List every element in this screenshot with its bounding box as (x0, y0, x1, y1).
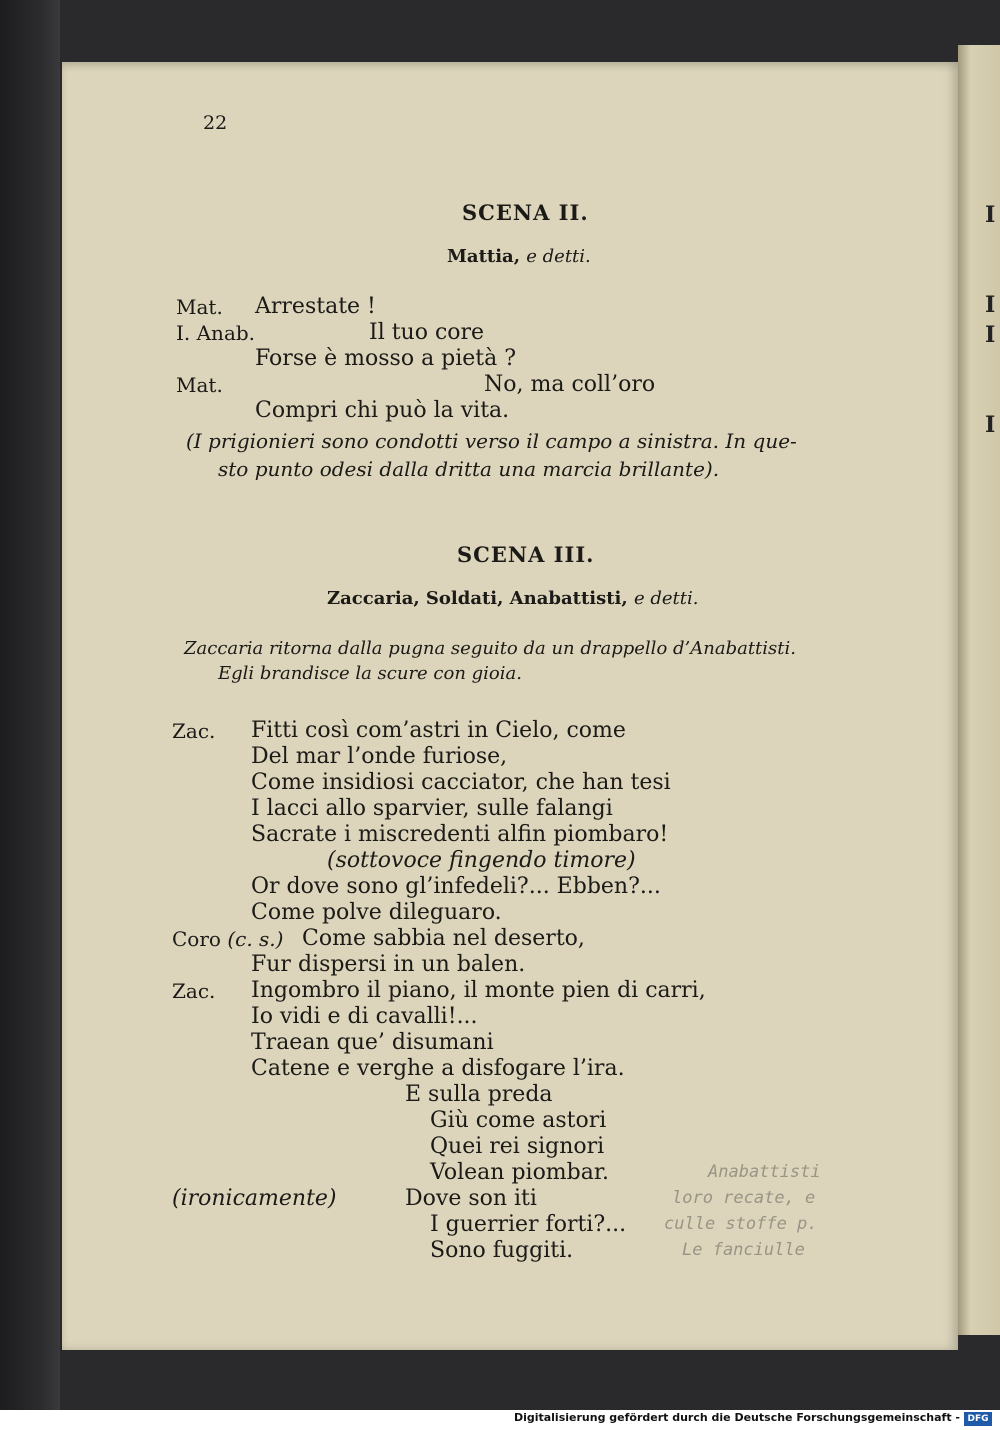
verse-line: Forse è mosso a pietà ? (255, 346, 517, 371)
verse-line: Come polve dileguaro. (251, 900, 502, 925)
speaker-label: I. Anab. (176, 321, 256, 345)
speaker-label: Zac. (172, 979, 216, 1003)
pencil-note-line: loro recate, e (672, 1188, 816, 1208)
verse-line: Traean que’ disumani (251, 1030, 494, 1055)
speaker-label: Mat. (176, 373, 223, 397)
verse-line: I guerrier forti?... (430, 1212, 627, 1237)
scene-2-cast: Mattia, e detti. (447, 246, 591, 267)
verse-line: Fur dispersi in un balen. (251, 952, 526, 977)
verse-line: No, ma coll’oro (484, 372, 656, 397)
verse-line: Giù come astori (430, 1108, 607, 1133)
speaker-label: Coro (c. s.) (172, 927, 284, 951)
scene-2-heading: SCENA II. (462, 200, 589, 225)
speaker-label: Mat. (176, 295, 223, 319)
verse-line: Fitti così com’astri in Cielo, come (251, 718, 626, 743)
stage-direction: sto punto odesi dalla dritta una marcia brillante). (218, 457, 720, 481)
verse-line: Catene e verghe a disfogare l’ira. (251, 1056, 625, 1081)
verse-line: Compri chi può la vita. (255, 398, 510, 423)
scene-3-cast: Zaccaria, Soldati, Anabattisti, e detti. (327, 588, 699, 609)
pencil-note-line: Anabattisti (708, 1162, 821, 1182)
verse-line: Volean piombar. (430, 1160, 609, 1185)
verse-line: Dove son iti (405, 1186, 537, 1211)
footer-credit: Digitalisierung gefördert durch die Deutsche Forschungsgemeinschaft - (513, 1411, 960, 1424)
stage-direction: Zaccaria ritorna dalla pugna seguito da un drappello d’Anabattisti. (184, 638, 796, 659)
verse-line: Del mar l’onde furiose, (251, 744, 508, 769)
verse-line: Quei rei signori (430, 1134, 605, 1159)
verse-line: Sono fuggiti. (430, 1238, 574, 1263)
pencil-note-line: Le fanciulle (682, 1240, 805, 1260)
speaker-label: Zac. (172, 719, 216, 743)
stage-direction: (sottovoce fingendo timore) (327, 848, 636, 873)
verse-line: Il tuo core (369, 320, 485, 345)
page-number: 22 (203, 112, 228, 134)
verse-line: Sacrate i miscredenti alfin piombaro! (251, 822, 669, 847)
verse-line: Ingombro il piano, il monte pien di carri, (251, 978, 706, 1003)
verse-line: Arrestate ! (255, 294, 376, 319)
stage-direction: Egli brandisce la scure con gioia. (218, 663, 522, 684)
scene-3-heading: SCENA III. (457, 542, 595, 567)
verse-line: I lacci allo sparvier, sulle falangi (251, 796, 613, 821)
adjacent-page-glyphs: I I I I (985, 202, 996, 438)
verse-line: Io vidi e di cavalli!... (251, 1004, 478, 1029)
speaker-direction: (ironicamente) (172, 1186, 337, 1211)
stage-direction: (I prigionieri sono condotti verso il campo a sinistra. In que- (186, 429, 797, 453)
pencil-note-line: culle stoffe p. (664, 1214, 818, 1234)
verse-line: Come insidiosi cacciator, che han tesi (251, 770, 671, 795)
verse-line: Come sabbia nel deserto, (302, 926, 585, 951)
verse-line: Or dove sono gl’infedeli?... Ebben?... (251, 874, 661, 899)
dfg-logo: DFG (964, 1412, 992, 1426)
book-spine (0, 0, 60, 1410)
verse-line: E sulla preda (405, 1082, 553, 1107)
